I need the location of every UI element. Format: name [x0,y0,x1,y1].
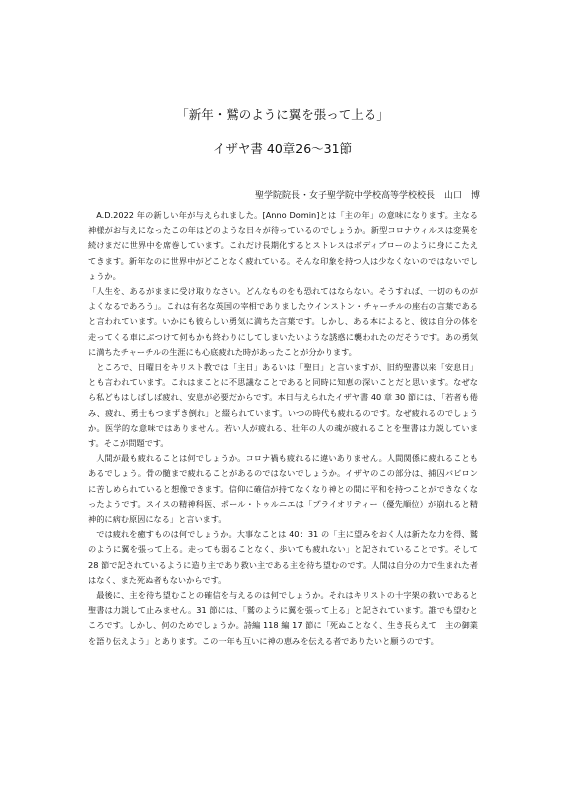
author-line: 聖学院院長・女子聖学院中学校高等学校校長 山口 博 [254,191,480,201]
document-title: 「新年・鷲のように翼を張って上る」 [176,107,389,122]
paragraph: 「人生を、あるがままに受け取りなさい。どんなものをも恐れてはならない。そうすれば、一切のものがよくなるであろう」。これは有名な英国の宰相でありましたウインストン・チャーチルの座右の言葉であると言われています。いかにも彼らしい勇気に満ちた言葉です。しかし、ある本によると、彼は自分の体を走ってくる車にぶつけて何もかも終わりにしてしまいたいような誘惑に襲われたのだそうです。あの勇気に満ちたチャーチルの生涯にも心底疲れた時があったことが分かります。 [88,286,478,357]
article-body [88,208,478,649]
paragraph: A.D.2022 年の新しい年が与えられました。[Anno Domin]とは「主の年」の意味になります。主なる神様がお与えになったこの年はどのような日々が待っているのでしょうか。新型コロナウィルスは変異を続けまだに世界中を席巻しています。これだけ長期化するとストレスはボディブローのように身にこたえてきます。新年なのに世界中がどことなく疲れている。そんな印象を持つ人は少なくないのではないでしょうか。 [88,210,478,281]
paragraph: 人間が最も疲れることは何でしょうか。コロナ禍も疲れるに違いありません。人間関係に疲れることもあるでしょう。骨の髄まで疲れることがあるのではないでしょうか。イザヤのこの部分は、捕囚バビロンに苦しめられていると想像できます。信仰に確信が持てなくなり神との間に平和を持つことができなくなったようです。スイスの精神科医、ポール・トゥルニエは「プライオリティー（優先順位）が崩れると精神的に病む原因になる」と言います。 [88,453,478,525]
scripture-reference: イザヤ書 40章26～31節 [212,141,353,156]
paragraph: 最後に、主を待ち望むことの確信を与えるのは何でしょうか。それはキリストの十字架の救いであると聖書は力説して止みません。31 節には、「鷲のように翼を張って上る」と記されています。誰でも望むところです。しかし、何のためでしょうか。詩編 118 編 17 節に「死ぬことなく、生き長らえて 主の御業を語り伝えよう」とあります。この一年も互いに神の恵みを伝える者でありたいと願うのです。 [88,590,478,646]
paragraph: では疲れを癒すものは何でしょうか。大事なことは 40：31 の「主に望みをおく人は新たな力を得、鷲のように翼を張って上る。走っても弱ることなく、歩いても疲れない」と記されていることです。そして 28 節で記されているように造り主であり救い主である主を待ち望むのです。人間は自分の力で生まれた者はなく、また死ぬ者もないからです。 [88,529,478,585]
paragraph: ところで、日曜日をキリスト教では「主日」あるいは「聖日」と言いますが、旧約聖書以来「安息日」とも言われています。これはまことに不思議なことであると同時に知恵の深いことだと思います。なぜなら私どもはしばしば疲れ、安息が必要だからです。本日与えられたイザヤ書 40 章 30 節には、「若者も倦み、疲れ、勇士もつまずき倒れ」と綴られています。いつの時代も疲れるのです。なぜ疲れるのでしょうか。医学的な意味ではありません。若い人が疲れる、壮年の人の魂が疲れることを聖書は力説しています。そこが問題です。 [88,362,478,449]
